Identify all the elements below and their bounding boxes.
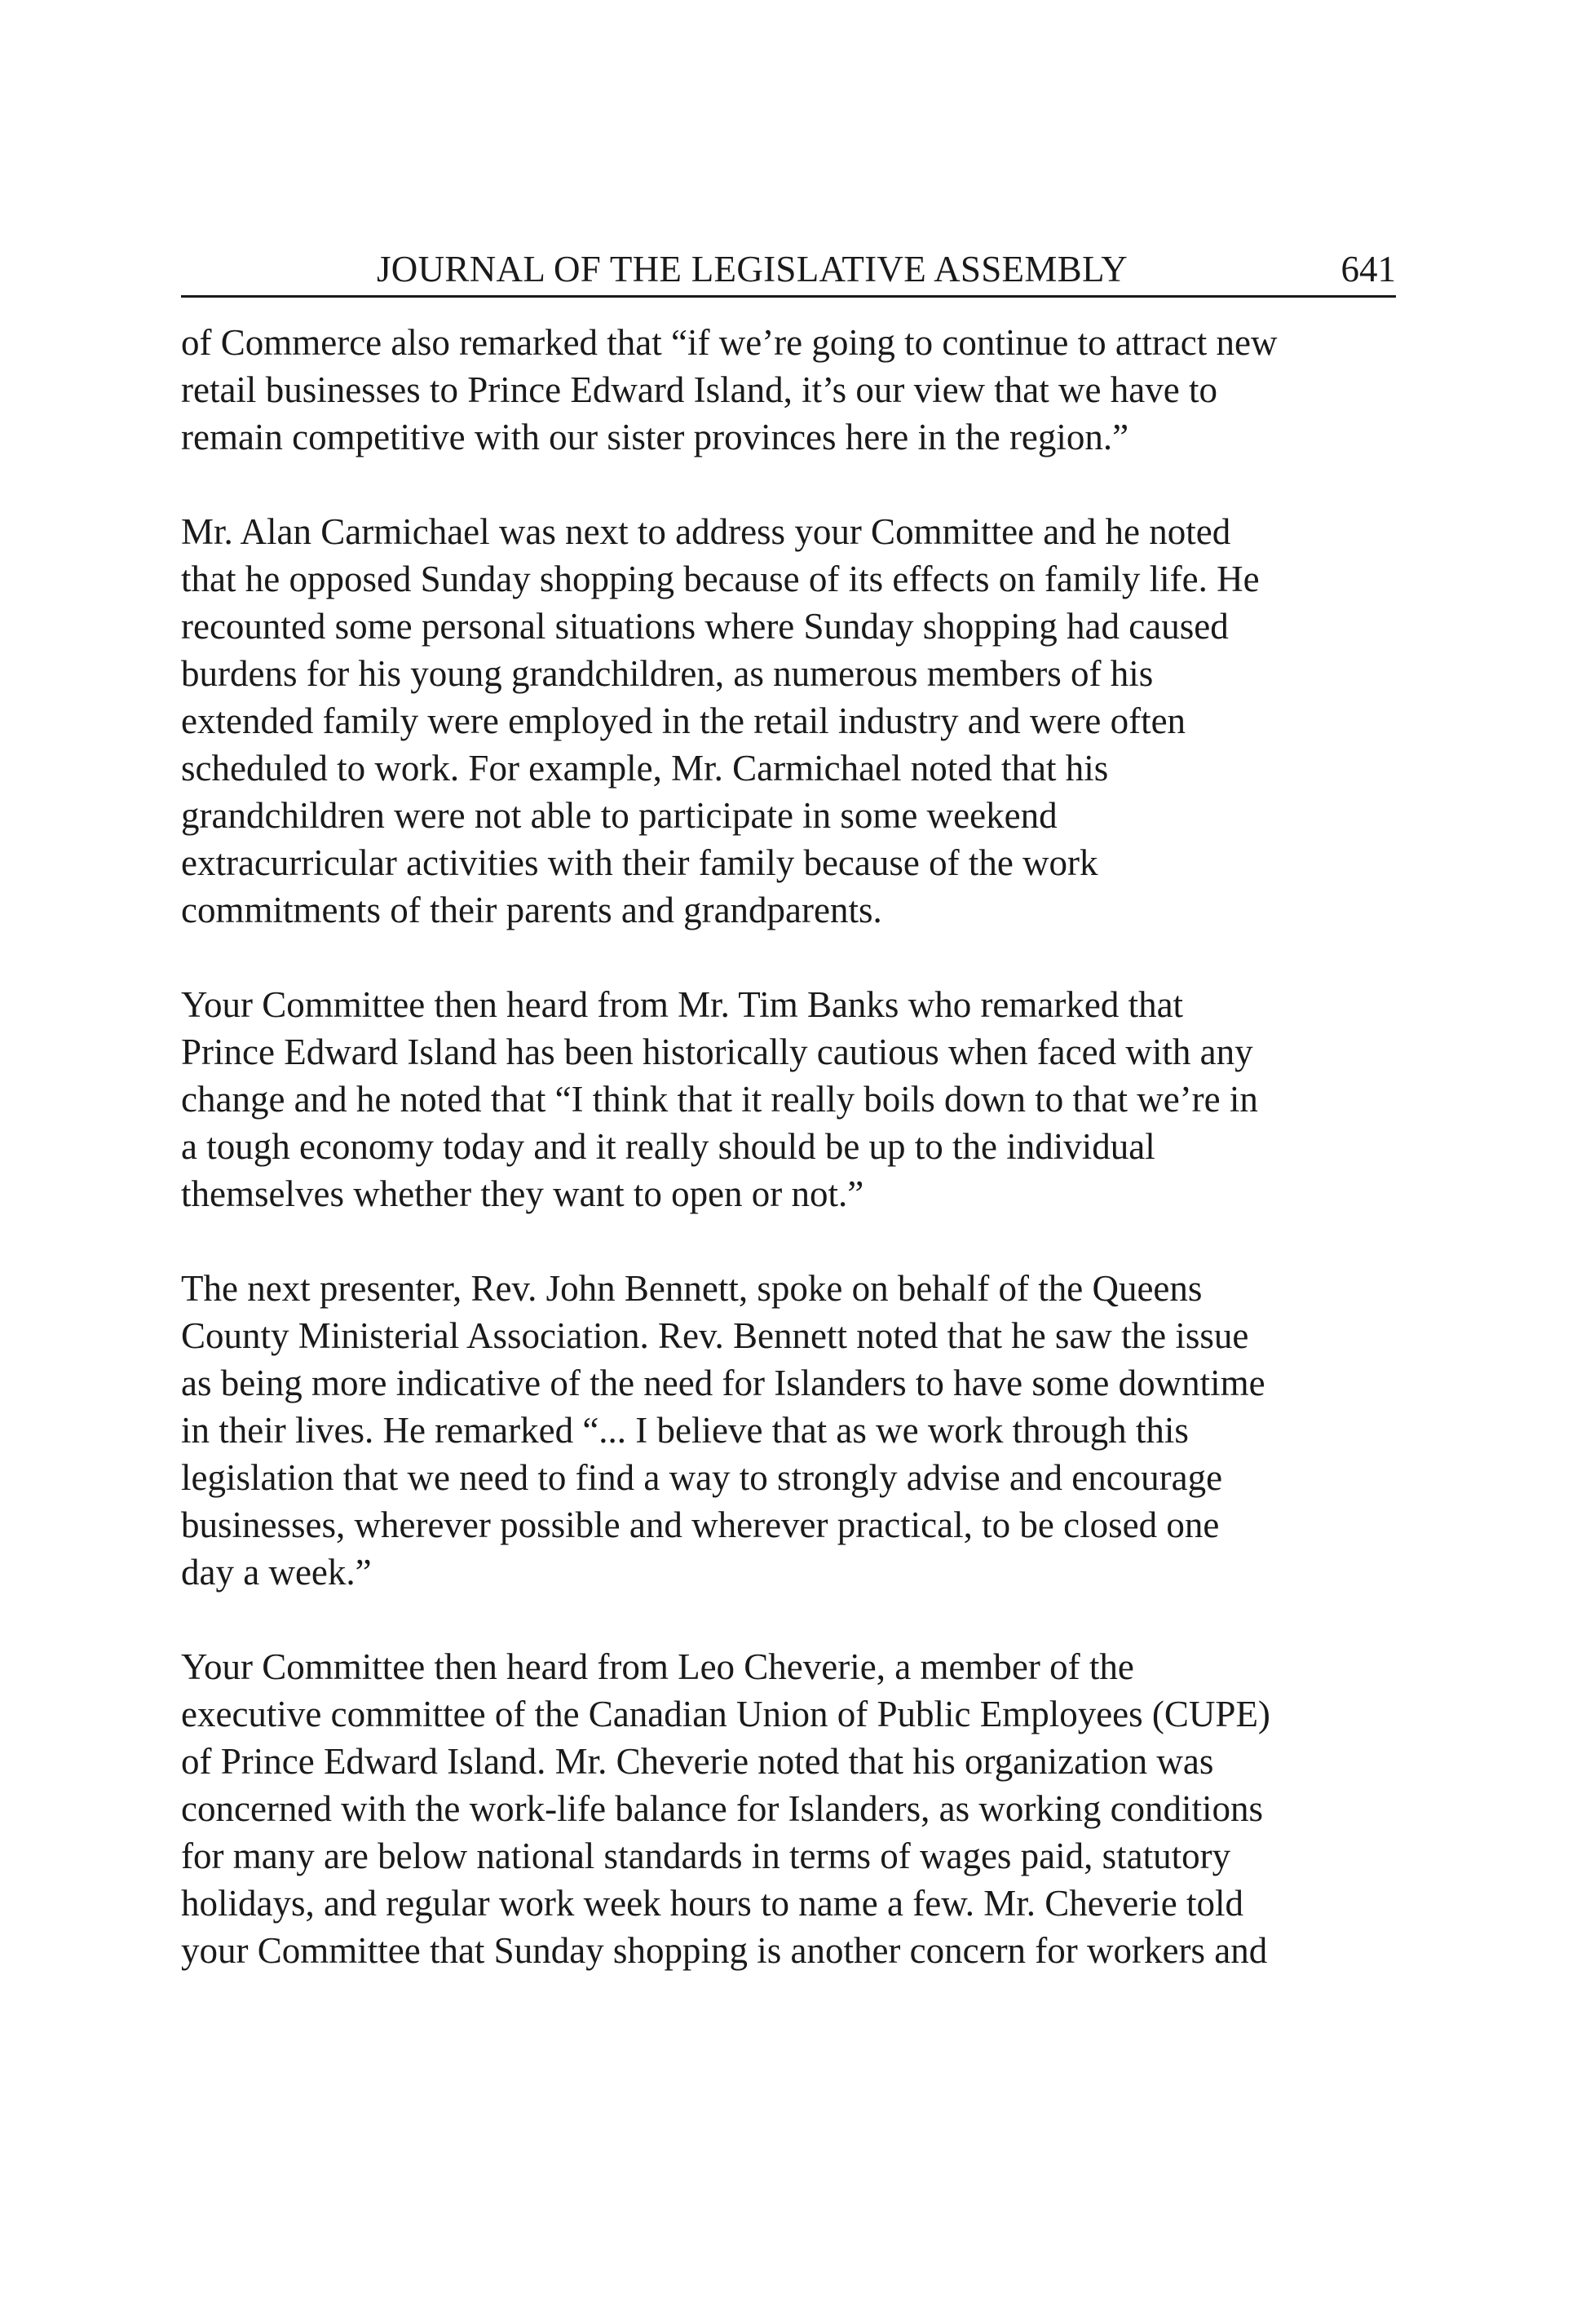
text-line: recounted some personal situations where Sunday shopping had caused: [181, 606, 1229, 647]
text-line: scheduled to work. For example, Mr. Carmichael noted that his: [181, 748, 1109, 789]
text-line: of Commerce also remarked that “if we’re going to continue to attract new: [181, 322, 1278, 363]
text-line: your Committee that Sunday shopping is another concern for workers and: [181, 1930, 1268, 1971]
journal-page: [181, 241, 1396, 2021]
text-line: day a week.”: [181, 1552, 372, 1593]
text-line: that he opposed Sunday shopping because of its effects on family life. He: [181, 559, 1260, 599]
text-line: holidays, and regular work week hours to name a few. Mr. Cheverie told: [181, 1883, 1243, 1924]
text-line: retail businesses to Prince Edward Island, it’s our view that we have to: [181, 369, 1217, 410]
text-line: grandchildren were not able to participate in some weekend: [181, 795, 1058, 836]
text-line: Your Committee then heard from Mr. Tim Banks who remarked that: [181, 984, 1184, 1025]
text-line: businesses, wherever possible and wherever practical, to be closed one: [181, 1504, 1220, 1545]
page-number: 641: [1340, 249, 1396, 289]
text-line: for many are below national standards in terms of wages paid, statutory: [181, 1836, 1231, 1876]
paragraph: [181, 1643, 1396, 1974]
text-line: Your Committee then heard from Leo Cheverie, a member of the: [181, 1646, 1134, 1687]
body-text: [181, 319, 1396, 1974]
text-line: Prince Edward Island has been historically cautious when faced with any: [181, 1032, 1253, 1072]
text-line: commitments of their parents and grandparents.: [181, 890, 882, 930]
text-line: themselves whether they want to open or not.”: [181, 1173, 864, 1214]
text-line: extended family were employed in the retail industry and were often: [181, 700, 1186, 741]
text-line: of Prince Edward Island. Mr. Cheverie noted that his organization was: [181, 1741, 1214, 1782]
text-line: executive committee of the Canadian Union of Public Employees (CUPE): [181, 1694, 1270, 1734]
text-line: County Ministerial Association. Rev. Bennett noted that he saw the issue: [181, 1315, 1249, 1356]
paragraph: [181, 1265, 1396, 1596]
text-line: The next presenter, Rev. John Bennett, spoke on behalf of the Queens: [181, 1268, 1203, 1309]
text-line: in their lives. He remarked “... I believe that as we work through this: [181, 1410, 1189, 1451]
paragraph: [181, 508, 1396, 934]
text-line: change and he noted that “I think that it really boils down to that we’re in: [181, 1079, 1258, 1120]
running-title: JOURNAL OF THE LEGISLATIVE ASSEMBLY: [377, 249, 1128, 289]
paragraph: [181, 319, 1396, 461]
text-line: as being more indicative of the need for Islanders to have some downtime: [181, 1363, 1265, 1403]
text-line: concerned with the work-life balance for Islanders, as working conditions: [181, 1788, 1264, 1829]
text-line: Mr. Alan Carmichael was next to address your Committee and he noted: [181, 511, 1231, 552]
running-header: [181, 241, 1396, 298]
text-line: burdens for his young grandchildren, as numerous members of his: [181, 653, 1154, 694]
text-line: remain competitive with our sister provinces here in the region.”: [181, 417, 1129, 457]
text-line: legislation that we need to find a way to strongly advise and encourage: [181, 1457, 1223, 1498]
text-line: extracurricular activities with their family because of the work: [181, 842, 1098, 883]
text-line: a tough economy today and it really should be up to the individual: [181, 1126, 1155, 1167]
paragraph: [181, 981, 1396, 1217]
